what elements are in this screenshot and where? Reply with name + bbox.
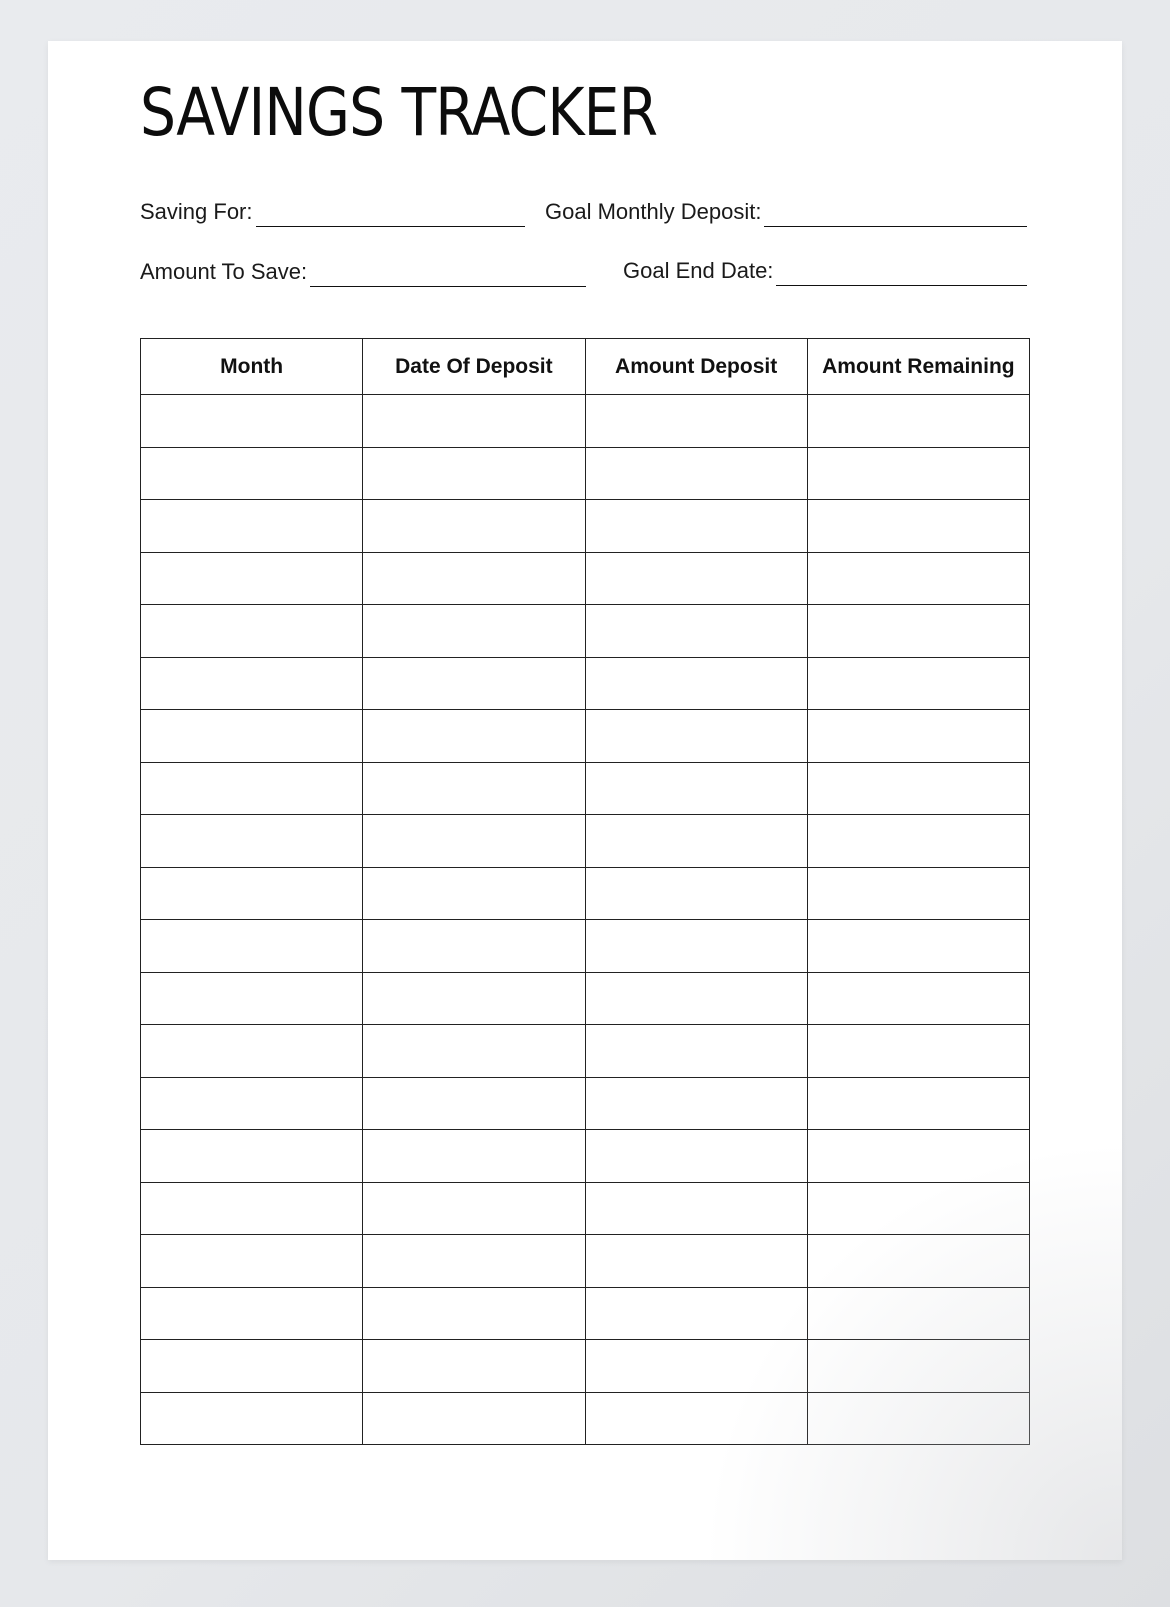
amount-deposit-cell[interactable] <box>585 1340 807 1393</box>
amount-remaining-cell[interactable] <box>807 867 1029 920</box>
date-of-deposit-cell[interactable] <box>363 500 585 553</box>
amount-deposit-cell[interactable] <box>585 1392 807 1445</box>
month-cell[interactable] <box>141 1340 363 1393</box>
amount-remaining-cell[interactable] <box>807 1077 1029 1130</box>
month-cell[interactable] <box>141 920 363 973</box>
amount-deposit-cell[interactable] <box>585 1130 807 1183</box>
goal-end-date-label: Goal End Date: <box>623 258 774 283</box>
amount-deposit-cell[interactable] <box>585 710 807 763</box>
date-of-deposit-cell[interactable] <box>363 1235 585 1288</box>
goal-end-date-line[interactable] <box>776 257 1027 286</box>
month-cell[interactable] <box>141 657 363 710</box>
amount-deposit-cell[interactable] <box>585 1182 807 1235</box>
worksheet-page <box>48 41 1122 1560</box>
amount-deposit-cell[interactable] <box>585 867 807 920</box>
table-row <box>141 972 1030 1025</box>
month-cell[interactable] <box>141 552 363 605</box>
amount-deposit-cell[interactable] <box>585 1025 807 1078</box>
column-header-month: Month <box>141 339 363 395</box>
amount-deposit-cell[interactable] <box>585 815 807 868</box>
date-of-deposit-cell[interactable] <box>363 867 585 920</box>
table-row <box>141 605 1030 658</box>
amount-deposit-cell[interactable] <box>585 447 807 500</box>
table-row <box>141 762 1030 815</box>
date-of-deposit-cell[interactable] <box>363 1077 585 1130</box>
amount-deposit-cell[interactable] <box>585 1235 807 1288</box>
saving-for-line[interactable] <box>256 198 526 227</box>
table-row <box>141 500 1030 553</box>
table-row <box>141 1287 1030 1340</box>
table-row <box>141 1392 1030 1445</box>
table-row <box>141 710 1030 763</box>
month-cell[interactable] <box>141 605 363 658</box>
amount-remaining-cell[interactable] <box>807 815 1029 868</box>
amount-remaining-cell[interactable] <box>807 395 1029 448</box>
amount-remaining-cell[interactable] <box>807 762 1029 815</box>
date-of-deposit-cell[interactable] <box>363 920 585 973</box>
amount-deposit-cell[interactable] <box>585 762 807 815</box>
month-cell[interactable] <box>141 972 363 1025</box>
goal-monthly-deposit-label: Goal Monthly Deposit: <box>545 199 762 224</box>
month-cell[interactable] <box>141 1287 363 1340</box>
saving-for-label: Saving For: <box>140 199 253 224</box>
table-row <box>141 1077 1030 1130</box>
savings-table <box>140 338 1030 1445</box>
date-of-deposit-cell[interactable] <box>363 815 585 868</box>
month-cell[interactable] <box>141 1182 363 1235</box>
column-header-amount-deposit: Amount Deposit <box>585 339 807 395</box>
date-of-deposit-cell[interactable] <box>363 1130 585 1183</box>
amount-remaining-cell[interactable] <box>807 1130 1029 1183</box>
amount-remaining-cell[interactable] <box>807 605 1029 658</box>
amount-remaining-cell[interactable] <box>807 1392 1029 1445</box>
table-row <box>141 552 1030 605</box>
amount-remaining-cell[interactable] <box>807 1182 1029 1235</box>
table-header-row <box>141 339 1030 395</box>
date-of-deposit-cell[interactable] <box>363 657 585 710</box>
date-of-deposit-cell[interactable] <box>363 972 585 1025</box>
table-row <box>141 867 1030 920</box>
amount-deposit-cell[interactable] <box>585 395 807 448</box>
amount-remaining-cell[interactable] <box>807 1025 1029 1078</box>
amount-remaining-cell[interactable] <box>807 1287 1029 1340</box>
amount-remaining-cell[interactable] <box>807 657 1029 710</box>
date-of-deposit-cell[interactable] <box>363 1025 585 1078</box>
amount-deposit-cell[interactable] <box>585 1287 807 1340</box>
month-cell[interactable] <box>141 762 363 815</box>
amount-deposit-cell[interactable] <box>585 972 807 1025</box>
month-cell[interactable] <box>141 1025 363 1078</box>
date-of-deposit-cell[interactable] <box>363 1182 585 1235</box>
table-row <box>141 920 1030 973</box>
amount-remaining-cell[interactable] <box>807 552 1029 605</box>
page-title: SAVINGS TRACKER <box>140 74 658 151</box>
date-of-deposit-cell[interactable] <box>363 1287 585 1340</box>
month-cell[interactable] <box>141 395 363 448</box>
month-cell[interactable] <box>141 867 363 920</box>
goal-monthly-deposit-field <box>545 191 1027 227</box>
column-header-date-of-deposit: Date Of Deposit <box>363 339 585 395</box>
amount-deposit-cell[interactable] <box>585 605 807 658</box>
table-row <box>141 1235 1030 1288</box>
table-row <box>141 1340 1030 1393</box>
month-cell[interactable] <box>141 710 363 763</box>
amount-remaining-cell[interactable] <box>807 1235 1029 1288</box>
amount-remaining-cell[interactable] <box>807 972 1029 1025</box>
month-cell[interactable] <box>141 1392 363 1445</box>
amount-deposit-cell[interactable] <box>585 1077 807 1130</box>
saving-for-field <box>140 191 525 227</box>
amount-remaining-cell[interactable] <box>807 447 1029 500</box>
date-of-deposit-cell[interactable] <box>363 395 585 448</box>
table-row <box>141 815 1030 868</box>
amount-to-save-line[interactable] <box>310 258 586 287</box>
goal-end-date-field <box>623 250 1027 286</box>
amount-remaining-cell[interactable] <box>807 500 1029 553</box>
column-header-amount-remaining: Amount Remaining <box>807 339 1029 395</box>
table-row <box>141 657 1030 710</box>
date-of-deposit-cell[interactable] <box>363 447 585 500</box>
goal-monthly-deposit-line[interactable] <box>764 198 1027 227</box>
table-row <box>141 1130 1030 1183</box>
amount-deposit-cell[interactable] <box>585 552 807 605</box>
amount-to-save-label: Amount To Save: <box>140 259 308 284</box>
amount-remaining-cell[interactable] <box>807 710 1029 763</box>
table-row <box>141 1025 1030 1078</box>
table-row <box>141 395 1030 448</box>
amount-to-save-field <box>140 251 586 287</box>
month-cell[interactable] <box>141 1130 363 1183</box>
date-of-deposit-cell[interactable] <box>363 1392 585 1445</box>
month-cell[interactable] <box>141 815 363 868</box>
date-of-deposit-cell[interactable] <box>363 1340 585 1393</box>
month-cell[interactable] <box>141 1077 363 1130</box>
amount-deposit-cell[interactable] <box>585 657 807 710</box>
month-cell[interactable] <box>141 1235 363 1288</box>
amount-remaining-cell[interactable] <box>807 920 1029 973</box>
amount-deposit-cell[interactable] <box>585 500 807 553</box>
table-body <box>141 395 1030 1445</box>
month-cell[interactable] <box>141 447 363 500</box>
amount-deposit-cell[interactable] <box>585 920 807 973</box>
amount-remaining-cell[interactable] <box>807 1340 1029 1393</box>
date-of-deposit-cell[interactable] <box>363 762 585 815</box>
month-cell[interactable] <box>141 500 363 553</box>
date-of-deposit-cell[interactable] <box>363 605 585 658</box>
date-of-deposit-cell[interactable] <box>363 710 585 763</box>
date-of-deposit-cell[interactable] <box>363 552 585 605</box>
table-row <box>141 447 1030 500</box>
table-row <box>141 1182 1030 1235</box>
